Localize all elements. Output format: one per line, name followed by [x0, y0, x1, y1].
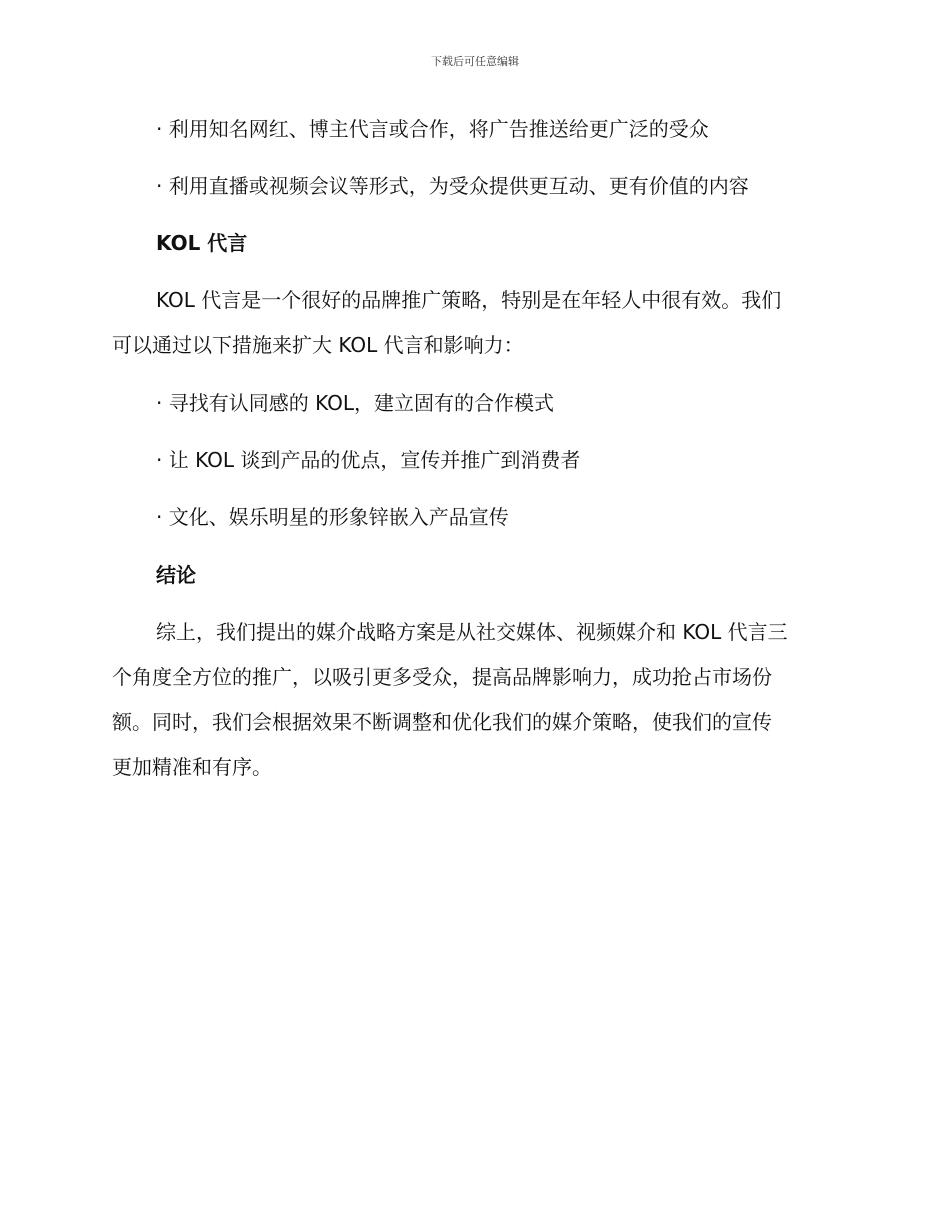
section-heading-kol: KOL 代言: [156, 231, 248, 255]
bullet-item: · 文化、娱乐明星的形象锌嵌入产品宣传: [156, 505, 509, 529]
paragraph-line: 更加精准和有序。: [112, 755, 272, 779]
bullet-item: · 让 KOL 谈到产品的优点，宣传并推广到消费者: [156, 448, 581, 472]
page-header-note: 下载后可任意编辑: [431, 55, 519, 68]
bullet-item: · 利用知名网红、博主代言或合作，将广告推送给更广泛的受众: [156, 117, 709, 141]
paragraph-line: 个角度全方位的推广，以吸引更多受众，提高品牌影响力，成功抢占市场份: [112, 665, 772, 689]
paragraph-line: 可以通过以下措施来扩大 KOL 代言和影响力：: [112, 333, 524, 357]
section-heading-conclusion: 结论: [156, 563, 196, 587]
bullet-item: · 利用直播或视频会议等形式，为受众提供更互动、更有价值的内容: [156, 174, 749, 198]
paragraph-line: 综上，我们提出的媒介战略方案是从社交媒体、视频媒介和 KOL 代言三: [156, 620, 788, 644]
paragraph-line: 额。同时，我们会根据效果不断调整和优化我们的媒介策略，使我们的宣传: [112, 710, 772, 734]
bullet-item: · 寻找有认同感的 KOL，建立固有的合作模式: [156, 391, 554, 415]
paragraph-line: KOL 代言是一个很好的品牌推广策略，特别是在年轻人中很有效。我们: [156, 288, 782, 312]
